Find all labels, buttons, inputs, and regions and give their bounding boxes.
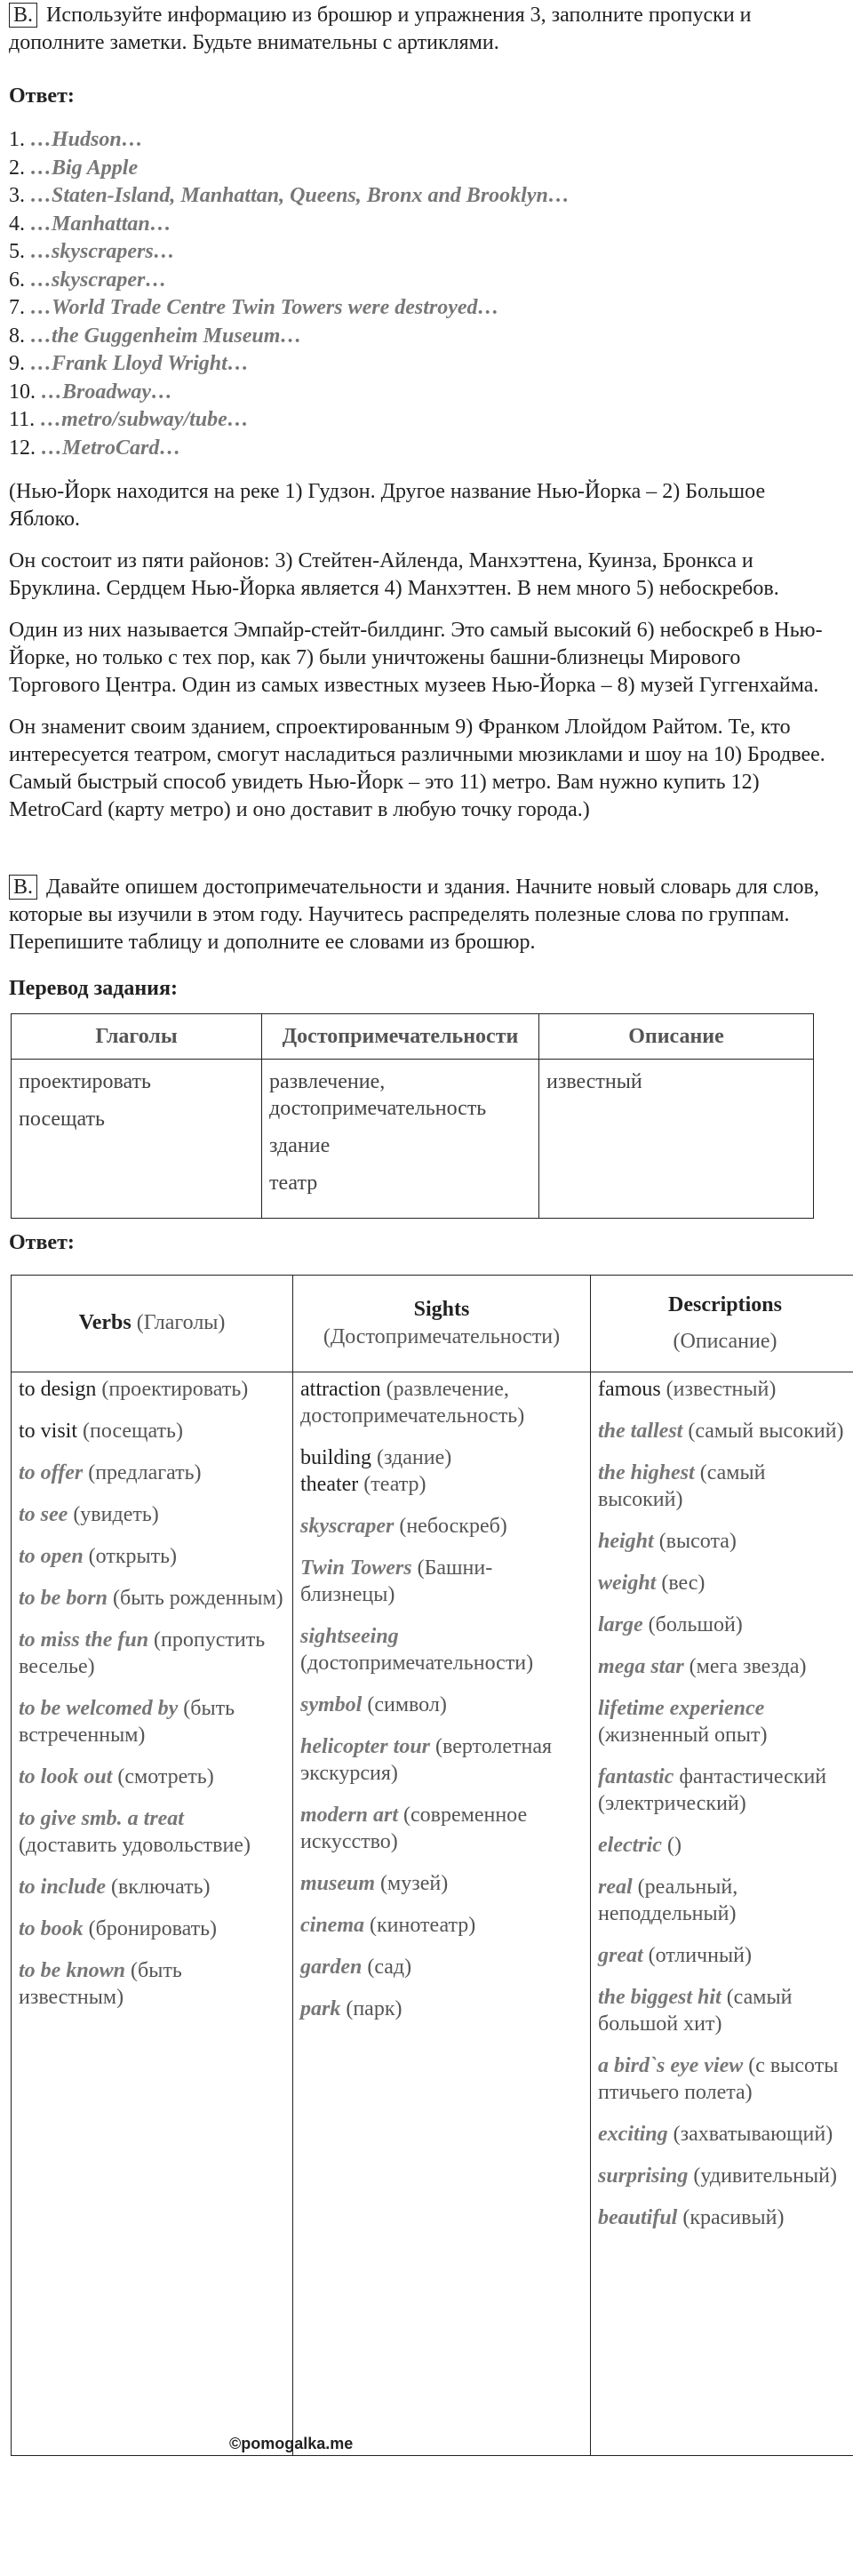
vocab-entry: [300, 1555, 583, 1608]
vocab-entry: [300, 1912, 583, 1939]
translation-paragraph: Он знаменит своим зданием, спроектированным 9) Франком Ллойдом Райтом. Те, кто интересуется театром, смогут насладиться различными мюзиклами и шоу на 10) Бродвее. Самый быстрый способ увидеть Нью-Йорк – это 11) метро. Вам нужно купить 12) MetroCard (карту метро) и оно доставит в любую точку города.): [9, 714, 826, 824]
translation-label: Перевод задания:: [9, 975, 826, 1003]
vocab-english: surprising: [598, 2164, 688, 2188]
translation-paragraph: (Нью-Йорк находится на реке 1) Гудзон. Другое название Нью-Йорка – 2) Большое Яблоко.: [9, 478, 826, 533]
vocab-russian: (смотреть): [117, 1765, 213, 1788]
answer-number: 10.: [9, 380, 36, 404]
vocab-russian: (развлечение, достопримечательность): [300, 1378, 524, 1428]
task-2-instruction-text: Давайте опишем достопримечательности и здания. Начните новый словарь для слов, которые вы изучили в этом году. Научитесь распределять полезные слова по группам. Перепишите таблицу и дополните ее словами из брошюр.: [9, 876, 819, 953]
header-en: Verbs: [79, 1311, 132, 1334]
answer-number: 8.: [9, 324, 25, 348]
vocab-russian: (достопримечательности): [300, 1652, 533, 1675]
vocab-entry: [19, 1957, 285, 2011]
vocab-russian: (доставить удовольствие): [19, 1834, 251, 1857]
vocab-russian: (увидеть): [73, 1503, 158, 1526]
vocab-english: helicopter tour: [300, 1735, 430, 1758]
answer-item: [9, 126, 826, 155]
vocab-english: beautiful: [598, 2206, 677, 2229]
answer-text: …Frank Lloyd Wright…: [30, 352, 249, 375]
vocab-russian: (символ): [367, 1693, 447, 1716]
answer-text: …the Guggenheim Museum…: [30, 324, 301, 348]
table-header-verbs: [12, 1275, 293, 1372]
answer-item: [9, 267, 826, 295]
answer-item: [9, 350, 826, 379]
vocab-entry: [300, 1870, 583, 1897]
vocab-entry: [598, 2121, 852, 2148]
vocab-entry: [300, 1471, 583, 1498]
answer-item: [9, 155, 826, 183]
vocab-english: to design: [19, 1378, 96, 1401]
vocab-russian: (посещать): [83, 1420, 183, 1443]
table-header: Достопримечательности: [262, 1014, 539, 1060]
answer-text: …metro/subway/tube…: [40, 408, 249, 431]
answer-number: 5.: [9, 240, 25, 263]
vocab-entry: [598, 1418, 852, 1444]
vocab-russian: (самый большой хит): [598, 1986, 792, 2036]
vocab-english: exciting: [598, 2123, 668, 2146]
table-header-descriptions: [591, 1275, 853, 1372]
vocab-english: building: [300, 1446, 371, 1469]
answer-label: Ответ:: [9, 1229, 826, 1257]
answer-number: 1.: [9, 128, 25, 151]
vocab-russian: (быть рожденным): [113, 1587, 283, 1610]
answer-text: …Staten-Island, Manhattan, Queens, Bronx and Brooklyn…: [30, 184, 570, 207]
answers-list: [9, 126, 826, 462]
vocab-english: sightseeing: [300, 1625, 399, 1648]
vocab-entry: [19, 1501, 285, 1528]
vocab-russian: (): [667, 1834, 682, 1857]
vocab-entry: [598, 1832, 852, 1859]
vocab-entry: [19, 1627, 285, 1680]
answer-number: 9.: [9, 352, 25, 375]
translation-table: [11, 1013, 814, 1219]
cell-word: здание: [269, 1132, 531, 1159]
vocab-russian: (отличный): [649, 1944, 752, 1967]
vocab-english: to be welcomed by: [19, 1697, 178, 1720]
vocab-english: theater: [300, 1473, 358, 1496]
vocab-english: electric: [598, 1834, 662, 1857]
vocab-russian: (высота): [659, 1530, 737, 1553]
vocab-russian: (включать): [111, 1876, 211, 1899]
vocab-english: to open: [19, 1545, 84, 1568]
vocab-russian: (красивый): [682, 2206, 784, 2229]
vocab-english: to see: [19, 1503, 68, 1526]
vocab-entry: [300, 1623, 583, 1676]
vocab-russian: (парк): [346, 1997, 402, 2020]
answer-label: Ответ:: [9, 83, 826, 110]
vocab-russian: (с высоты птичьего полета): [598, 2054, 838, 2104]
vocab-entry: [300, 1996, 583, 2022]
header-en: Descriptions: [598, 1292, 852, 1319]
vocab-english: park: [300, 1997, 340, 2020]
vocab-russian: (вертолетная экскурсия): [300, 1735, 552, 1785]
vocab-entry: [19, 1695, 285, 1748]
header-ru: (Описание): [598, 1328, 852, 1356]
vocab-russian: (небоскреб): [399, 1515, 506, 1538]
vocab-english: famous: [598, 1378, 661, 1401]
vocab-english: garden: [300, 1956, 362, 1979]
answer-text: …skyscraper…: [30, 268, 166, 292]
vocab-entry: [19, 1418, 285, 1444]
vocab-russian: (мега звезда): [690, 1655, 807, 1678]
vocab-entry: [300, 1513, 583, 1540]
cell-word: известный: [546, 1068, 806, 1095]
vocab-russian: (быть встреченным): [19, 1697, 235, 1747]
vocab-entry: [598, 1460, 852, 1513]
vocab-entry: [300, 1954, 583, 1980]
vocab-russian: (Башни-близнецы): [300, 1556, 492, 1606]
vocab-english: attraction: [300, 1378, 381, 1401]
answer-item: [9, 406, 826, 435]
vocab-english: mega star: [598, 1655, 684, 1678]
vocab-entry: [598, 1764, 852, 1817]
vocab-russian: (проектировать): [101, 1378, 248, 1401]
translation-block: [9, 478, 826, 824]
vocab-russian: (современное искусство): [300, 1804, 527, 1853]
table-header: Глаголы: [12, 1014, 262, 1060]
answer-item: [9, 182, 826, 211]
cell-word: посещать: [19, 1106, 254, 1132]
table-header-sights: [293, 1275, 591, 1372]
vocab-russian: (жизненный опыт): [598, 1724, 768, 1747]
vocab-russian: (предлагать): [88, 1461, 201, 1484]
vocab-english: to look out: [19, 1765, 112, 1788]
answer-text: …Big Apple: [30, 156, 138, 180]
vocab-entry: [598, 1653, 852, 1680]
vocab-entry: [598, 2204, 852, 2231]
cell-word: театр: [269, 1170, 531, 1196]
vocab-english: to book: [19, 1917, 84, 1940]
vocab-entry: [19, 1376, 285, 1403]
vocab-english: to be born: [19, 1587, 108, 1610]
answer-item: [9, 211, 826, 239]
vocab-entry: [598, 1612, 852, 1638]
vocab-english: Twin Towers: [300, 1556, 412, 1580]
vocab-russian: (открыть): [89, 1545, 177, 1568]
vocab-russian: (самый высокий): [598, 1461, 765, 1511]
table-header: Описание: [539, 1014, 814, 1060]
task-1-instruction: [9, 2, 826, 56]
vocab-english: height: [598, 1530, 654, 1553]
answer-number: 11.: [9, 408, 35, 431]
vocab-english: the biggest hit: [598, 1986, 721, 2009]
answer-number: 2.: [9, 156, 25, 180]
task-letter-box: B.: [9, 3, 37, 28]
vocab-russian: (пропустить веселье): [19, 1628, 265, 1678]
vocab-entry: [300, 1444, 583, 1471]
answer-item: [9, 294, 826, 323]
sights-column: [293, 1372, 591, 2455]
vocab-russian: (здание): [377, 1446, 451, 1469]
vocab-entry: [19, 1916, 285, 1942]
vocab-russian: фантастический (электрический): [598, 1765, 826, 1815]
vocab-russian: (кинотеатр): [370, 1914, 475, 1937]
task-2: [9, 874, 826, 2456]
header-ru: (Глаголы): [137, 1311, 226, 1334]
answer-text: …MetroCard…: [41, 436, 180, 460]
answer-item: [9, 238, 826, 267]
answer-item: [9, 379, 826, 407]
vocab-entry: [598, 2163, 852, 2189]
vocab-english: a bird`s eye view: [598, 2054, 743, 2077]
vocab-russian: (музей): [380, 1872, 448, 1895]
vocab-entry: [598, 1570, 852, 1596]
vocab-entry: [598, 1942, 852, 1969]
vocab-russian: (сад): [367, 1956, 411, 1979]
vocab-english: to be known: [19, 1959, 125, 1982]
vocab-english: symbol: [300, 1693, 362, 1716]
answer-text: …World Trade Centre Twin Towers were destroyed…: [30, 296, 499, 319]
task-1-instruction-text: Используйте информацию из брошюр и упражнения 3, заполните пропуски и дополните заметки. Будьте внимательны с артиклями.: [9, 4, 752, 54]
vocabulary-table: [11, 1275, 853, 2456]
answer-item: [9, 323, 826, 351]
table-cell: [262, 1060, 539, 1219]
answer-number: 3.: [9, 184, 25, 207]
task-2-instruction: [9, 874, 826, 956]
answer-text: …Manhattan…: [30, 212, 171, 236]
vocab-entry: [598, 1376, 852, 1403]
answer-number: 4.: [9, 212, 25, 236]
vocab-english: the tallest: [598, 1420, 682, 1443]
vocab-english: great: [598, 1944, 643, 1967]
table-cell: [12, 1060, 262, 1219]
vocab-russian: (реальный, неподдельный): [598, 1876, 737, 1925]
vocab-russian: (вес): [661, 1572, 705, 1595]
vocab-russian: (самый высокий): [688, 1420, 843, 1443]
vocab-russian: (большой): [649, 1613, 743, 1636]
header-en: Sights: [300, 1296, 583, 1324]
vocab-english: to give smb. a treat: [19, 1807, 184, 1830]
vocab-english: to miss the fun: [19, 1628, 148, 1652]
vocab-english: real: [598, 1876, 633, 1899]
answer-text: …skyscrapers…: [30, 240, 175, 263]
vocab-entry: [598, 2052, 852, 2106]
vocab-english: to visit: [19, 1420, 77, 1443]
header-ru: (Достопримечательности): [300, 1324, 583, 1351]
vocab-entry: [19, 1585, 285, 1612]
translation-paragraph: Он состоит из пяти районов: 3) Стейтен-Айленда, Манхэттена, Куинза, Бронкса и Бруклина. Сердцем Нью-Йорка является 4) Манхэттен. В нем много 5) небоскребов.: [9, 548, 826, 603]
vocab-entry: [300, 1733, 583, 1787]
vocab-english: to offer: [19, 1461, 83, 1484]
vocab-entry: [598, 1984, 852, 2037]
task-1: [9, 2, 826, 824]
vocab-russian: (бронировать): [89, 1917, 217, 1940]
vocab-english: lifetime experience: [598, 1697, 764, 1720]
vocab-english: museum: [300, 1872, 375, 1895]
vocab-entry: [19, 1543, 285, 1570]
descriptions-column: [591, 1372, 853, 2455]
answer-number: 6.: [9, 268, 25, 292]
vocab-english: weight: [598, 1572, 656, 1595]
vocab-russian: (удивительный): [693, 2164, 837, 2188]
answer-number: 12.: [9, 436, 36, 460]
vocab-russian: (захватывающий): [674, 2123, 833, 2146]
vocab-english: cinema: [300, 1914, 364, 1937]
vocab-entry: [19, 1764, 285, 1790]
vocab-english: to include: [19, 1876, 106, 1899]
vocab-entry: [19, 1805, 285, 1859]
cell-word: развлечение, достопримечательность: [269, 1068, 531, 1122]
cell-word: проектировать: [19, 1068, 254, 1095]
answer-number: 7.: [9, 296, 25, 319]
vocab-russian: (быть известным): [19, 1959, 182, 2009]
vocab-entry: [300, 1802, 583, 1855]
table-cell: [539, 1060, 814, 1219]
vocab-english: skyscraper: [300, 1515, 394, 1538]
vocab-russian: (театр): [363, 1473, 426, 1496]
vocab-entry: [19, 1874, 285, 1900]
vocab-english: large: [598, 1613, 643, 1636]
answer-text: …Broadway…: [41, 380, 172, 404]
task-letter-box: B.: [9, 875, 37, 900]
vocab-entry: [598, 1695, 852, 1748]
vocab-russian: (известный): [666, 1378, 777, 1401]
vocab-english: fantastic: [598, 1765, 674, 1788]
vocab-entry: [300, 1376, 583, 1429]
watermark: ©pomogalka.me: [229, 2434, 353, 2454]
answer-item: [9, 435, 826, 463]
vocab-entry: [598, 1528, 852, 1555]
vocab-entry: [598, 1874, 852, 1927]
page: [0, 2, 853, 2576]
answer-text: …Hudson…: [30, 128, 143, 151]
verbs-column: [12, 1372, 293, 2455]
vocab-english: modern art: [300, 1804, 398, 1827]
vocab-entry: [300, 1692, 583, 1718]
translation-paragraph: Один из них называется Эмпайр-стейт-билдинг. Это самый высокий 6) небоскреб в Нью-Йорке, но только с тех пор, как 7) были уничтожены башни-близнецы Мирового Торгового Центра. Один из самых известных музеев Нью-Йорка – 8) музей Гуггенхайма.: [9, 617, 826, 700]
vocab-entry: [19, 1460, 285, 1486]
vocab-english: the highest: [598, 1461, 695, 1484]
